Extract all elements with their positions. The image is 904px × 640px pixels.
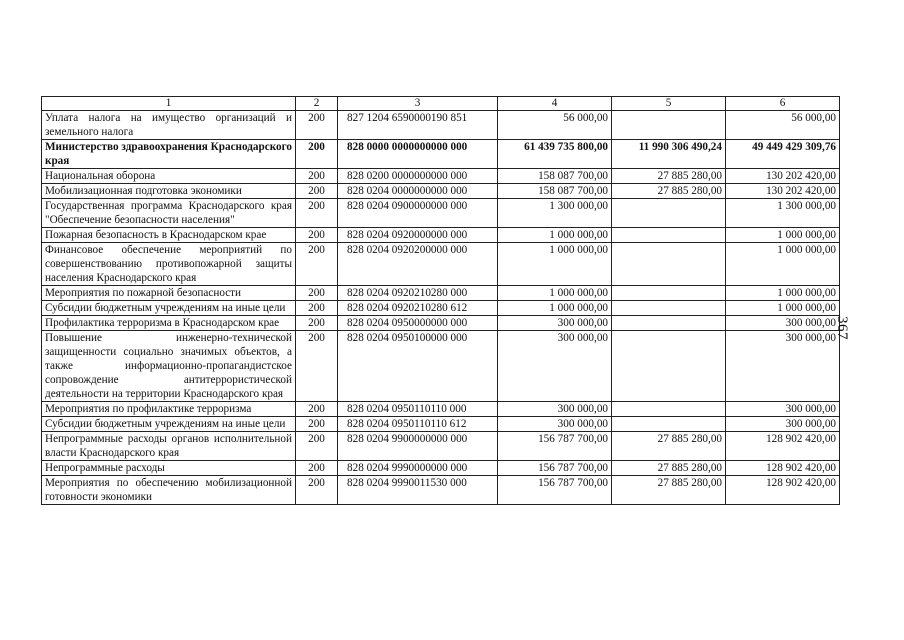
- header-col-2: 2: [296, 97, 338, 111]
- row-col6-amount: 1 000 000,00: [726, 286, 840, 301]
- row-col5-amount: 27 885 280,00: [612, 184, 726, 199]
- row-name-cell: Повышение инженерно-технической защищенности социально значимых объектов, а также информационно-пропагандистское сопровождение антитеррористической деятельности на территории Краснодарского края: [42, 331, 296, 402]
- row-col6-amount: 49 449 429 309,76: [726, 140, 840, 169]
- row-col4-amount: 300 000,00: [498, 331, 612, 402]
- row-code-cell: 200: [296, 331, 338, 402]
- row-col5-amount: [612, 316, 726, 331]
- row-code-cell: 200: [296, 316, 338, 331]
- row-col5-amount: [612, 402, 726, 417]
- row-col5-amount: 27 885 280,00: [612, 476, 726, 505]
- row-col4-amount: 1 000 000,00: [498, 286, 612, 301]
- table-row: [42, 228, 840, 243]
- row-name-cell: Мероприятия по пожарной безопасности: [42, 286, 296, 301]
- table-row: [42, 432, 840, 461]
- row-col4-amount: 156 787 700,00: [498, 476, 612, 505]
- row-code-cell: 200: [296, 417, 338, 432]
- row-kbk-cell: 828 0200 0000000000 000: [338, 169, 498, 184]
- row-col5-amount: [612, 286, 726, 301]
- row-col6-amount: 1 000 000,00: [726, 228, 840, 243]
- row-col5-amount: 27 885 280,00: [612, 432, 726, 461]
- table-row: [42, 243, 840, 286]
- row-col5-amount: [612, 228, 726, 243]
- row-name-cell: Финансовое обеспечение мероприятий по совершенствованию противопожарной защиты населения Краснодарского края: [42, 243, 296, 286]
- row-col6-amount: 300 000,00: [726, 331, 840, 402]
- row-col4-amount: 156 787 700,00: [498, 461, 612, 476]
- row-name-cell: Непрограммные расходы органов исполнительной власти Краснодарского края: [42, 432, 296, 461]
- row-code-cell: 200: [296, 476, 338, 505]
- row-col6-amount: 1 000 000,00: [726, 301, 840, 316]
- row-code-cell: 200: [296, 228, 338, 243]
- row-col4-amount: 300 000,00: [498, 402, 612, 417]
- table-row: [42, 331, 840, 402]
- table-body: [42, 111, 840, 505]
- row-col6-amount: 130 202 420,00: [726, 169, 840, 184]
- row-name-cell: Уплата налога на имущество организаций и земельного налога: [42, 111, 296, 140]
- table-header: [42, 97, 840, 111]
- row-code-cell: 200: [296, 461, 338, 476]
- row-code-cell: 200: [296, 301, 338, 316]
- budget-table: [41, 96, 840, 505]
- row-kbk-cell: 828 0204 0950110110 612: [338, 417, 498, 432]
- row-name-cell: Мобилизационная подготовка экономики: [42, 184, 296, 199]
- row-name-cell: Министерство здравоохранения Краснодарского края: [42, 140, 296, 169]
- row-col5-amount: [612, 331, 726, 402]
- row-name-cell: Национальная оборона: [42, 169, 296, 184]
- table-row: [42, 316, 840, 331]
- row-kbk-cell: 828 0204 9900000000 000: [338, 432, 498, 461]
- row-kbk-cell: 828 0204 0000000000 000: [338, 184, 498, 199]
- row-kbk-cell: 828 0204 0950100000 000: [338, 331, 498, 402]
- row-col5-amount: [612, 111, 726, 140]
- row-col6-amount: 130 202 420,00: [726, 184, 840, 199]
- table-row: [42, 199, 840, 228]
- row-kbk-cell: 828 0000 0000000000 000: [338, 140, 498, 169]
- row-name-cell: Пожарная безопасность в Краснодарском крае: [42, 228, 296, 243]
- row-name-cell: Субсидии бюджетным учреждениям на иные цели: [42, 417, 296, 432]
- table-row: [42, 286, 840, 301]
- row-code-cell: 200: [296, 286, 338, 301]
- row-col5-amount: 27 885 280,00: [612, 461, 726, 476]
- row-col5-amount: 11 990 306 490,24: [612, 140, 726, 169]
- page-number: 367: [834, 316, 850, 340]
- row-kbk-cell: 828 0204 9990000000 000: [338, 461, 498, 476]
- row-col4-amount: 1 000 000,00: [498, 301, 612, 316]
- table-row: [42, 301, 840, 316]
- row-col4-amount: 158 087 700,00: [498, 184, 612, 199]
- row-col4-amount: 300 000,00: [498, 316, 612, 331]
- row-name-cell: Профилактика терроризма в Краснодарском крае: [42, 316, 296, 331]
- header-row: [42, 97, 840, 111]
- row-col5-amount: [612, 199, 726, 228]
- table-row: [42, 476, 840, 505]
- row-name-cell: Непрограммные расходы: [42, 461, 296, 476]
- table-row: [42, 111, 840, 140]
- row-name-cell: Субсидии бюджетным учреждениям на иные цели: [42, 301, 296, 316]
- row-kbk-cell: 828 0204 0920000000 000: [338, 228, 498, 243]
- row-code-cell: 200: [296, 243, 338, 286]
- table-row: [42, 140, 840, 169]
- row-col4-amount: 1 000 000,00: [498, 228, 612, 243]
- row-code-cell: 200: [296, 402, 338, 417]
- table-row: [42, 417, 840, 432]
- row-code-cell: 200: [296, 199, 338, 228]
- row-col4-amount: 61 439 735 800,00: [498, 140, 612, 169]
- table-row: [42, 402, 840, 417]
- row-kbk-cell: 828 0204 0950110110 000: [338, 402, 498, 417]
- row-col6-amount: 128 902 420,00: [726, 476, 840, 505]
- row-col6-amount: 56 000,00: [726, 111, 840, 140]
- row-kbk-cell: 828 0204 0920210280 000: [338, 286, 498, 301]
- row-col5-amount: [612, 301, 726, 316]
- row-kbk-cell: 828 0204 9990011530 000: [338, 476, 498, 505]
- row-col4-amount: 156 787 700,00: [498, 432, 612, 461]
- row-kbk-cell: 828 0204 0900000000 000: [338, 199, 498, 228]
- row-code-cell: 200: [296, 184, 338, 199]
- row-col6-amount: 1 300 000,00: [726, 199, 840, 228]
- row-col4-amount: 300 000,00: [498, 417, 612, 432]
- row-col4-amount: 1 300 000,00: [498, 199, 612, 228]
- row-name-cell: Мероприятия по профилактике терроризма: [42, 402, 296, 417]
- table-row: [42, 169, 840, 184]
- header-col-3: 3: [338, 97, 498, 111]
- row-col6-amount: 128 902 420,00: [726, 432, 840, 461]
- row-kbk-cell: 828 0204 0950000000 000: [338, 316, 498, 331]
- row-code-cell: 200: [296, 432, 338, 461]
- row-code-cell: 200: [296, 111, 338, 140]
- header-col-4: 4: [498, 97, 612, 111]
- table-row: [42, 461, 840, 476]
- row-col6-amount: 1 000 000,00: [726, 243, 840, 286]
- row-name-cell: Мероприятия по обеспечению мобилизационной готовности экономики: [42, 476, 296, 505]
- row-name-cell: Государственная программа Краснодарского края "Обеспечение безопасности населения": [42, 199, 296, 228]
- row-col4-amount: 56 000,00: [498, 111, 612, 140]
- row-kbk-cell: 828 0204 0920210280 612: [338, 301, 498, 316]
- row-col4-amount: 1 000 000,00: [498, 243, 612, 286]
- row-col4-amount: 158 087 700,00: [498, 169, 612, 184]
- row-col5-amount: [612, 243, 726, 286]
- row-kbk-cell: 827 1204 6590000190 851: [338, 111, 498, 140]
- row-col6-amount: 300 000,00: [726, 417, 840, 432]
- row-col5-amount: [612, 417, 726, 432]
- row-col6-amount: 128 902 420,00: [726, 461, 840, 476]
- header-col-5: 5: [612, 97, 726, 111]
- row-col6-amount: 300 000,00: [726, 316, 840, 331]
- row-kbk-cell: 828 0204 0920200000 000: [338, 243, 498, 286]
- row-code-cell: 200: [296, 140, 338, 169]
- row-col6-amount: 300 000,00: [726, 402, 840, 417]
- row-col5-amount: 27 885 280,00: [612, 169, 726, 184]
- header-col-6: 6: [726, 97, 840, 111]
- header-col-1: 1: [42, 97, 296, 111]
- table-row: [42, 184, 840, 199]
- row-code-cell: 200: [296, 169, 338, 184]
